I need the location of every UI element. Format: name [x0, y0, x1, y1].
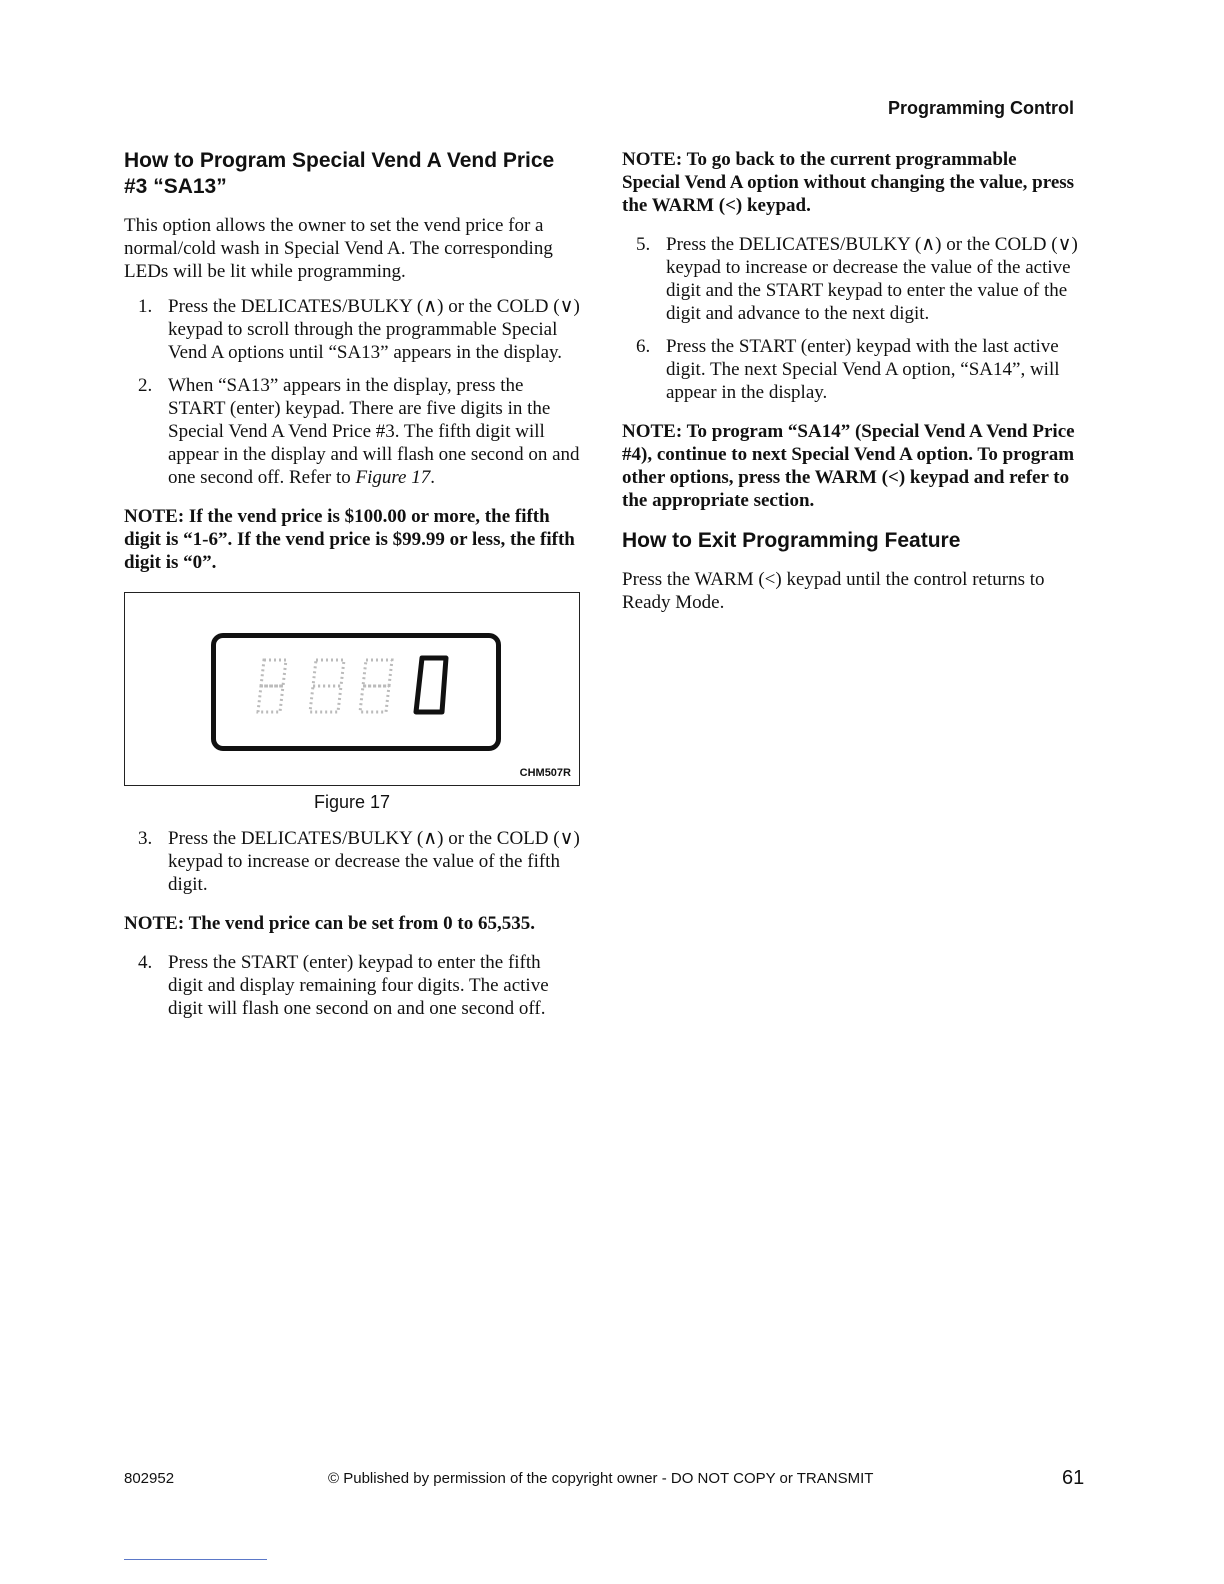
step-text-end: . — [430, 467, 435, 488]
steps-list-a — [124, 295, 580, 489]
lcd-display — [211, 633, 501, 751]
figure-17-box — [124, 592, 580, 786]
step-text: Press the DELICATES/BULKY (∧) or the COLD (∨) keypad to increase or decrease the value of the active digit and the START keypad to enter the value of the digit and advance to the next digit. — [666, 234, 1078, 324]
step-text: Press the DELICATES/BULKY (∧) or the COLD (∨) keypad to scroll through the programmable Special Vend A options until “SA13” appears in the display. — [168, 296, 580, 363]
footer-page-number: 61 — [1062, 1467, 1085, 1489]
note-vend-range: NOTE: The vend price can be set from 0 to 65,535. — [124, 913, 535, 934]
steps-list-right — [622, 233, 1078, 404]
exit-paragraph: Press the WARM (<) keypad until the control returns to Ready Mode. — [622, 569, 1045, 613]
intro-paragraph: This option allows the owner to set the vend price for a normal/cold wash in Special Vend A. The corresponding LEDs will be lit while programming. — [124, 215, 553, 282]
figure-code: CHM507R — [519, 767, 571, 779]
step-text: Press the START (enter) keypad with the last active digit. The next Special Vend A option, “SA14”, will appear in the display. — [666, 336, 1060, 403]
unlit-digits — [258, 660, 392, 712]
step-5 — [622, 233, 1078, 325]
unlit-digit-1 — [258, 660, 286, 712]
unlit-digit-3 — [360, 660, 392, 712]
footer-copyright: © Published by permission of the copyright owner - DO NOT COPY or TRANSMIT — [328, 1470, 874, 1487]
left-column — [124, 148, 580, 1036]
step-number: 1. — [138, 296, 153, 317]
seven-segment-digits — [216, 638, 496, 746]
note-program-sa14: NOTE: To program “SA14” (Special Vend A Vend Price #4), continue to next Special Vend A option. To program other options, press the WARM (<) keypad and refer to the appropriate section. — [622, 421, 1075, 511]
step-1 — [124, 295, 580, 364]
lit-digit-value: 0 — [448, 656, 449, 657]
steps-list-c — [124, 951, 580, 1020]
step-4 — [124, 951, 580, 1020]
step-text: Press the DELICATES/BULKY (∧) or the COLD (∨) keypad to increase or decrease the value of the fifth digit. — [168, 828, 580, 895]
note-go-back: NOTE: To go back to the current programmable Special Vend A option without changing the value, press the WARM (<) keypad. — [622, 149, 1075, 216]
step-number: 2. — [138, 375, 153, 396]
section-heading-exit: How to Exit Programming Feature — [622, 529, 961, 552]
section-heading-sa13: How to Program Special Vend A Vend Price #3 “SA13” — [124, 149, 555, 198]
steps-list-b — [124, 827, 580, 896]
step-number: 6. — [636, 336, 651, 357]
step-2 — [124, 374, 580, 489]
step-3 — [124, 827, 580, 896]
step-number: 3. — [138, 828, 153, 849]
right-column — [622, 148, 1078, 626]
note-fifth-digit: NOTE: If the vend price is $100.00 or more, the fifth digit is “1-6”. If the vend price is $99.99 or less, the fifth digit is “0”. — [124, 506, 575, 573]
figure-reference: Figure 17 — [355, 467, 431, 488]
step-number: 5. — [636, 234, 651, 255]
step-6 — [622, 335, 1078, 404]
footer-doc-number: 802952 — [124, 1470, 175, 1487]
lit-digit — [416, 658, 446, 712]
step-text: When “SA13” appears in the display, press the START (enter) keypad. There are five digits in the Special Vend A Vend Price #3. The fifth digit will appear in the display and will flash one second on and one second off. Refer to — [168, 375, 580, 488]
bottom-rule — [124, 1559, 267, 1560]
step-text: Press the START (enter) keypad to enter the fifth digit and display remaining four digits. The active digit will flash one second on and one second off. — [168, 952, 549, 1019]
step-number: 4. — [138, 952, 153, 973]
section-header: Programming Control — [887, 98, 1074, 118]
unlit-digit-2 — [310, 660, 344, 712]
digit-zero — [416, 658, 446, 712]
figure-caption: Figure 17 — [313, 792, 391, 812]
